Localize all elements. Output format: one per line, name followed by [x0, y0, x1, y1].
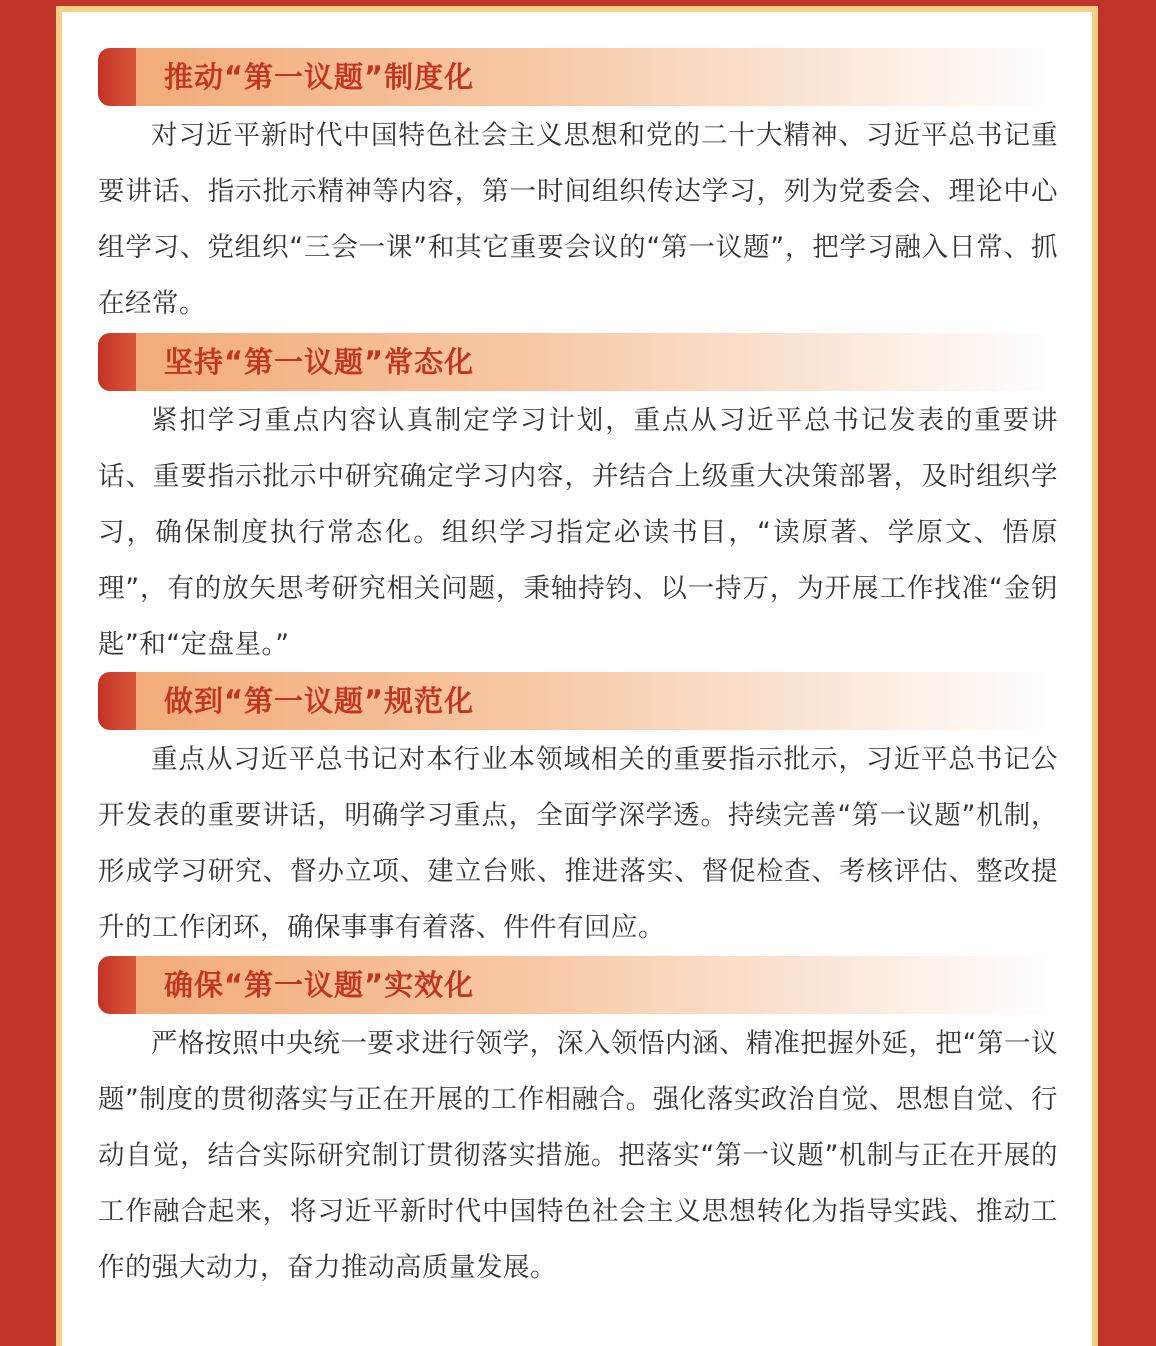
section-heading: [98, 672, 1058, 730]
heading-accent-tab: [98, 48, 136, 106]
section-title: 推动“第一议题”制度化: [164, 60, 475, 94]
section-effectiveness: [98, 956, 1058, 1296]
section-institutionalize: [98, 48, 1058, 332]
heading-accent-tab: [98, 672, 136, 730]
heading-accent-tab: [98, 956, 136, 1014]
section-body: 对习近平新时代中国特色社会主义思想和党的二十大精神、习近平总书记重要讲话、指示批示精神等内容，第一时间组织传达学习，列为党委会、理论中心组学习、党组织“三会一课”和其它重要会议的“第一议题”，把学习融入日常、抓在经常。: [98, 120, 1058, 319]
section-title: 坚持“第一议题”常态化: [164, 345, 475, 379]
section-title: 做到“第一议题”规范化: [164, 684, 475, 718]
section-body: 紧扣学习重点内容认真制定学习计划，重点从习近平总书记发表的重要讲话、重要指示批示中研究确定学习内容，并结合上级重大决策部署，及时组织学习，确保制度执行常态化。组织学习指定必读书目，“读原著、学原文、悟原理”，有的放矢思考研究相关问题，秉轴持钧、以一持万，为开展工作找准“金钥匙”和“定盘星。”: [98, 405, 1058, 660]
section-heading: [98, 333, 1058, 391]
section-body: 严格按照中央统一要求进行领学，深入领悟内涵、精准把握外延，把“第一议题”制度的贯彻落实与正在开展的工作相融合。强化落实政治自觉、思想自觉、行动自觉，结合实际研究制订贯彻落实措施。把落实“第一议题”机制与正在开展的工作融合起来，将习近平新时代中国特色社会主义思想转化为指导实践、推动工作的强大动力，奋力推动高质量发展。: [98, 1028, 1058, 1283]
section-normalize: [98, 333, 1058, 673]
section-heading: [98, 956, 1058, 1014]
heading-accent-tab: [98, 333, 136, 391]
section-heading: [98, 48, 1058, 106]
section-standardize: [98, 672, 1058, 956]
section-title: 确保“第一议题”实效化: [164, 968, 475, 1002]
section-body: 重点从习近平总书记对本行业本领域相关的重要指示批示，习近平总书记公开发表的重要讲话，明确学习重点，全面学深学透。持续完善“第一议题”机制，形成学习研究、督办立项、建立台账、推进落实、督促检查、考核评估、整改提升的工作闭环，确保事事有着落、件件有回应。: [98, 744, 1058, 943]
